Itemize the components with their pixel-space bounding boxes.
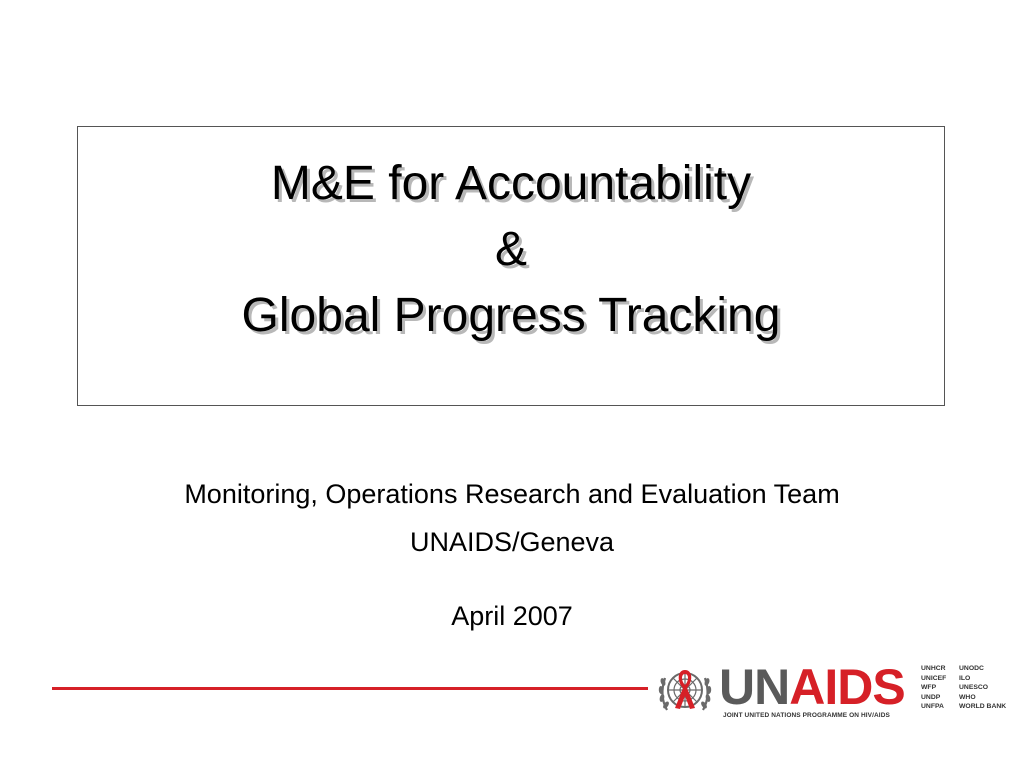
- cosponsor-item: WHO: [959, 693, 976, 701]
- cosponsor-item: UNDP: [921, 693, 941, 701]
- cosponsor-item: UNHCR: [921, 665, 946, 672]
- unaids-logo: [655, 660, 1015, 724]
- subtitle-date: April 2007: [451, 601, 573, 631]
- red-divider-line: [52, 687, 648, 690]
- title-box: [77, 126, 945, 406]
- cosponsors-right-column: [959, 664, 1006, 712]
- cosponsor-item: ILO: [959, 674, 971, 682]
- un-emblem-red-ribbon-icon: [655, 662, 715, 722]
- cosponsor-item: UNESCO: [959, 684, 989, 691]
- wordmark-un: UN: [719, 659, 790, 715]
- cosponsor-item: WORLD BANK: [959, 703, 1007, 710]
- title-line-3: Global Progress Tracking: [241, 289, 781, 342]
- programme-tagline: JOINT UNITED NATIONS PROGRAMME ON HIV/AIDS: [723, 712, 890, 719]
- cosponsor-item: UNODC: [959, 665, 984, 672]
- title-line-1: M&E for Accountability: [270, 157, 752, 210]
- subtitle-team: Monitoring, Operations Research and Evaluation Team: [184, 479, 840, 509]
- subtitle-organization: UNAIDS/Geneva: [409, 527, 615, 557]
- cosponsor-item: UNICEF: [921, 674, 947, 682]
- title-line-2: &: [494, 223, 527, 276]
- unaids-wordmark: [719, 660, 905, 714]
- cosponsor-item: UNFPA: [921, 703, 944, 710]
- cosponsor-item: WFP: [921, 684, 937, 691]
- cosponsors-left-column: [921, 664, 946, 712]
- wordmark-aids: AIDS: [789, 659, 905, 715]
